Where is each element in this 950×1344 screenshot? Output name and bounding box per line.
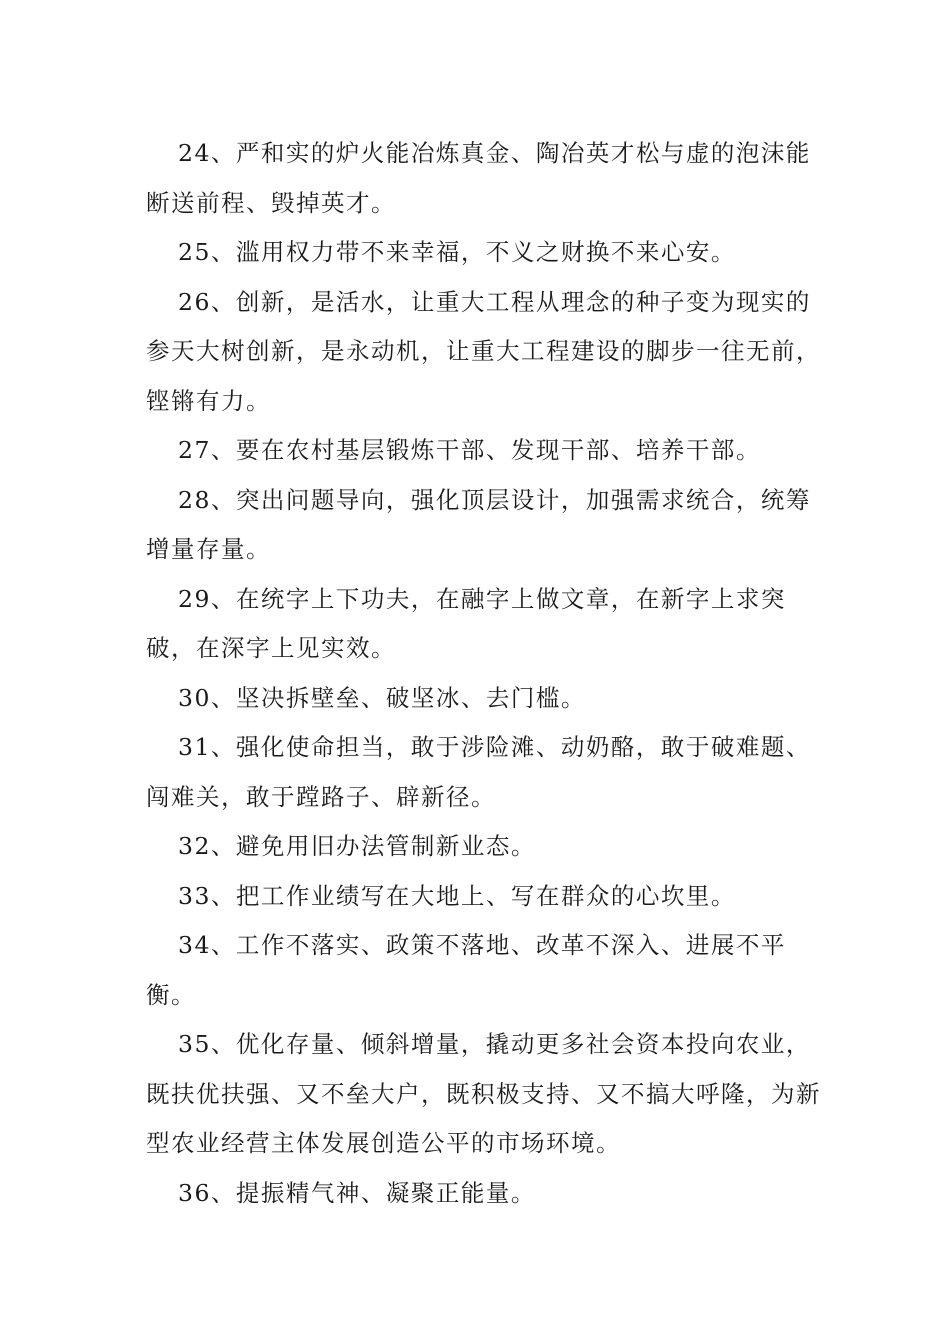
paragraph-31: 31、强化使命担当，敢于涉险滩、动奶酪，敢于破难题、闯难关，敢于蹚路子、辟新径。: [146, 733, 811, 811]
document-body: [146, 129, 826, 1218]
paragraph-35: 35、优化存量、倾斜增量，撬动更多社会资本投向农业，既扶优扶强、又不垒大户，既积极支持、又不搞大呼隆，为新型农业经营主体发展创造公平的市场环境。: [146, 1030, 821, 1157]
paragraph-28: 28、突出问题导向，强化顶层设计，加强需求统合，统筹增量存量。: [146, 485, 811, 563]
paragraph-36: 36、提振精气神、凝聚正能量。: [178, 1178, 536, 1207]
paragraph-26: 26、创新，是活水，让重大工程从理念的种子变为现实的参天大树创新，是永动机，让重大工程建设的脚步一往无前，铿锵有力。: [146, 287, 821, 415]
paragraph-25: 25、滥用权力带不来幸福，不义之财换不来心安。: [178, 238, 736, 266]
paragraph-32: 32、避免用旧办法管制新业态。: [178, 832, 536, 860]
paragraph-33: 33、把工作业绩写在大地上、写在群众的心坎里。: [178, 881, 736, 910]
paragraph-29: 29、在统字上下功夫，在融字上做文章，在新字上求突破，在深字上见实效。: [146, 584, 786, 662]
paragraph-34: 34、工作不落实、政策不落地、改革不深入、进展不平衡。: [146, 931, 786, 1009]
paragraph-27: 27、要在农村基层锻炼干部、发现干部、培养干部。: [178, 436, 761, 464]
paragraph-30: 30、坚决拆壁垒、破坚冰、去门槛。: [178, 683, 586, 712]
paragraph-24: 24、严和实的炉火能冶炼真金、陶冶英才松与虚的泡沫能断送前程、毁掉英才。: [146, 139, 811, 217]
